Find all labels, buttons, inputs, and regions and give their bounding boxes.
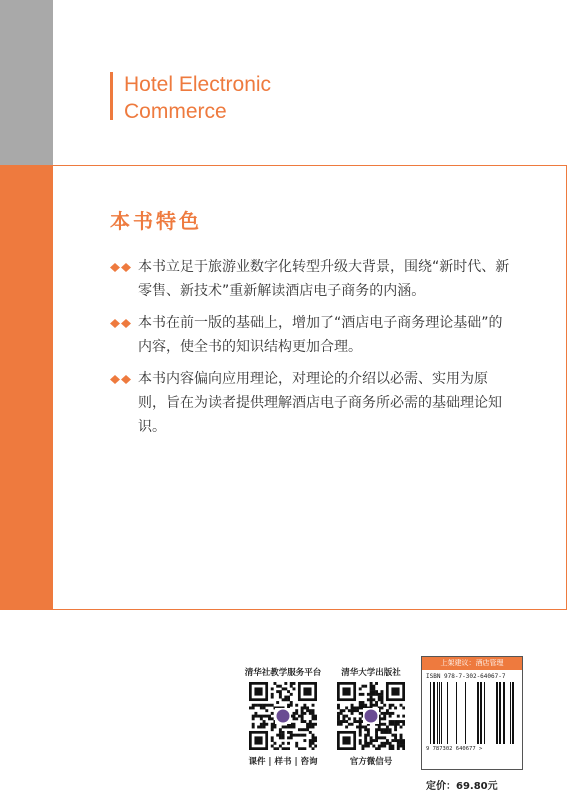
qr-bottom-label: 官方微信号 (349, 757, 393, 767)
qr-top-label: 清华社教学服务平台 (244, 668, 322, 678)
feature-text: 本书在前一版的基础上，增加了“酒店电子商务理论基础”的内容，使全书的知识结构更加合理。 (138, 315, 503, 355)
book-title (124, 71, 271, 125)
features-heading: 本书特色 (110, 209, 202, 233)
qr-code-icon[interactable] (337, 682, 405, 750)
feature-item (110, 367, 510, 439)
orange-spine-band (0, 165, 53, 610)
feature-item (110, 311, 510, 359)
qr-block-official-wechat (331, 666, 411, 767)
qr-block-teaching-platform (243, 666, 323, 767)
qr-code-icon[interactable] (249, 682, 317, 750)
feature-text: 本书立足于旅游业数字化转型升级大背景，围绕“新时代、新零售、新技术”重新解读酒店电子商务的内涵。 (138, 259, 510, 299)
book-title-line-1: Hotel Electronic (124, 73, 272, 96)
title-accent-bar (110, 72, 113, 120)
diamond-bullet-icon (110, 263, 132, 272)
qr-top-label: 清华大学出版社 (341, 668, 401, 678)
gray-spine-band (0, 0, 53, 165)
barcode-icon (426, 682, 518, 746)
qr-bottom-label: 课件 | 样书 | 咨询 (248, 757, 318, 767)
price: 定价：69.80元 (426, 781, 498, 792)
features-list (110, 255, 510, 447)
diamond-bullet-icon (110, 375, 132, 384)
barcode-box (421, 656, 523, 770)
book-title-line-2: Commerce (124, 100, 227, 123)
isbn-text: ISBN 978-7-302-64067-7 (426, 673, 506, 680)
feature-text: 本书内容偏向应用理论，对理论的介绍以必需、实用为原则，旨在为读者提供理解酒店电子商务所必需的基础理论知识。 (138, 371, 502, 435)
diamond-bullet-icon (110, 319, 132, 328)
feature-item (110, 255, 510, 303)
shelving-category: 上架建议：酒店管理 (422, 657, 522, 670)
barcode-digits: 9 787302 640677 > (426, 746, 483, 752)
